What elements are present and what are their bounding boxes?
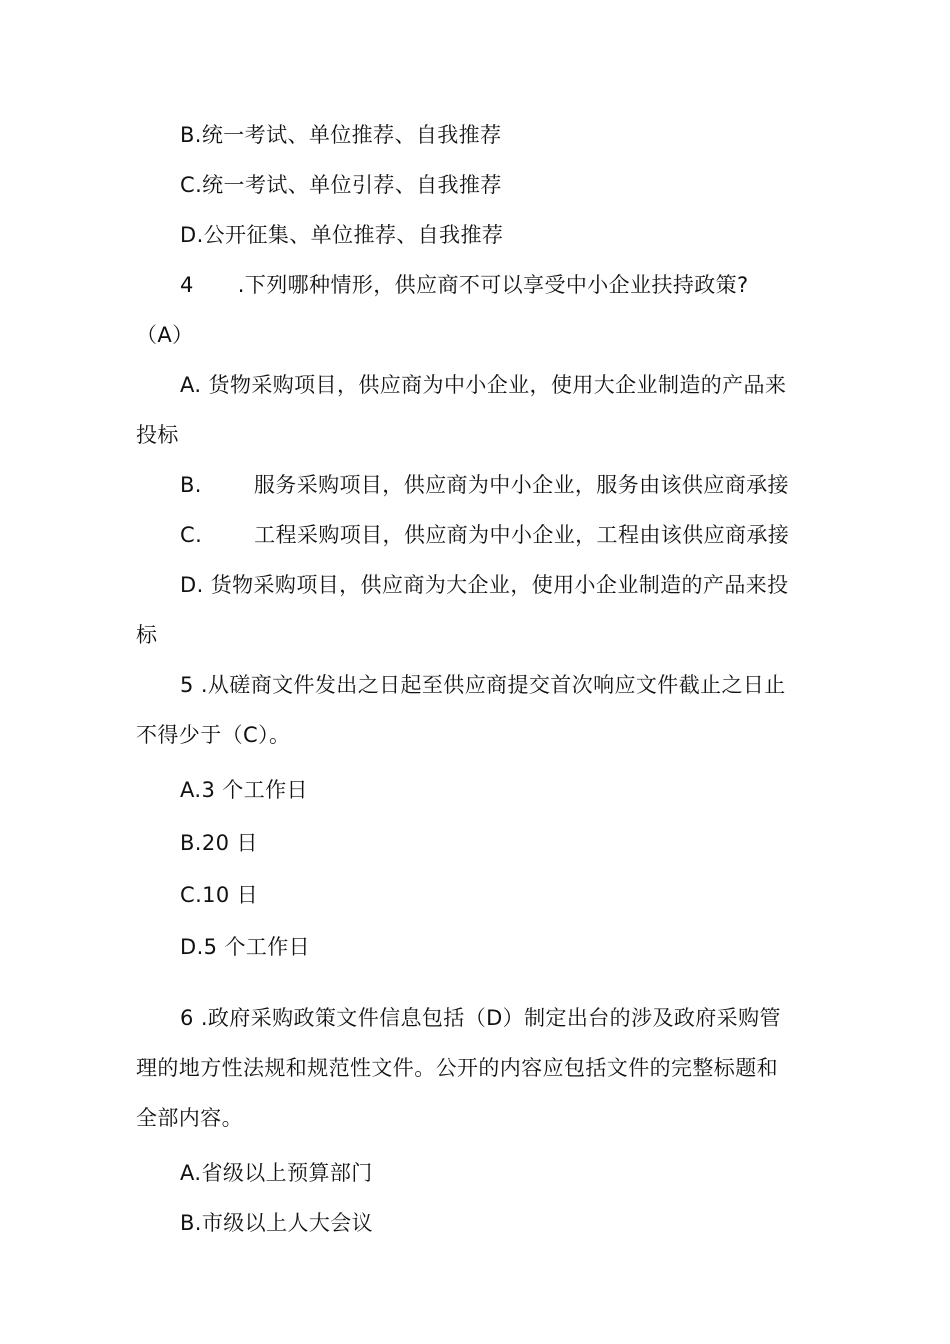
option-q3-b: B.统一考试、单位推荐、自我推荐 — [180, 123, 502, 147]
option-q5-d: D.5 个工作日 — [180, 935, 311, 959]
option-q4-b — [180, 471, 789, 499]
option-q4-c-letter: C. — [180, 523, 203, 547]
question-4-text: .下列哪种情形，供应商不可以享受中小企业扶持政策? — [237, 273, 749, 297]
option-q4-a-line1: A. 货物采购项目，供应商为中小企业，使用大企业制造的产品来 — [180, 373, 787, 397]
option-q6-a: A.省级以上预算部门 — [180, 1161, 373, 1185]
option-q4-d-line2: 标 — [136, 623, 158, 647]
option-q5-a: A.3 个工作日 — [180, 778, 308, 802]
question-6-line2: 理的地方性法规和规范性文件。公开的内容应包括文件的完整标题和 — [136, 1056, 778, 1080]
option-q5-b: B.20 日 — [180, 831, 258, 855]
option-q6-b: B.市级以上人大会议 — [180, 1211, 374, 1235]
option-q4-a-line2: 投标 — [136, 423, 179, 447]
question-4-answer: （A） — [136, 323, 194, 347]
option-q5-c: C.10 日 — [180, 883, 259, 907]
option-q4-c-text: 工程采购项目，供应商为中小企业，工程由该供应商承接 — [254, 523, 790, 547]
question-6-line1: 6 .政府采购政策文件信息包括（D）制定出台的涉及政府采购管 — [180, 1006, 781, 1030]
option-q4-b-text: 服务采购项目，供应商为中小企业，服务由该供应商承接 — [253, 473, 789, 497]
option-q4-d-line1: D. 货物采购项目，供应商为大企业，使用小企业制造的产品来投 — [180, 573, 789, 597]
question-6-line3: 全部内容。 — [136, 1106, 243, 1130]
question-4-number: 4 — [180, 273, 194, 297]
question-5-line1: 5 .从磋商文件发出之日起至供应商提交首次响应文件截止之日止 — [180, 673, 786, 697]
option-q3-d: D.公开征集、单位推荐、自我推荐 — [180, 223, 504, 247]
option-q4-b-letter: B. — [180, 473, 202, 497]
option-q3-c: C.统一考试、单位引荐、自我推荐 — [180, 173, 502, 197]
question-5-line2: 不得少于（C）。 — [136, 723, 291, 747]
question-4 — [180, 271, 749, 299]
option-q4-c — [180, 521, 789, 549]
